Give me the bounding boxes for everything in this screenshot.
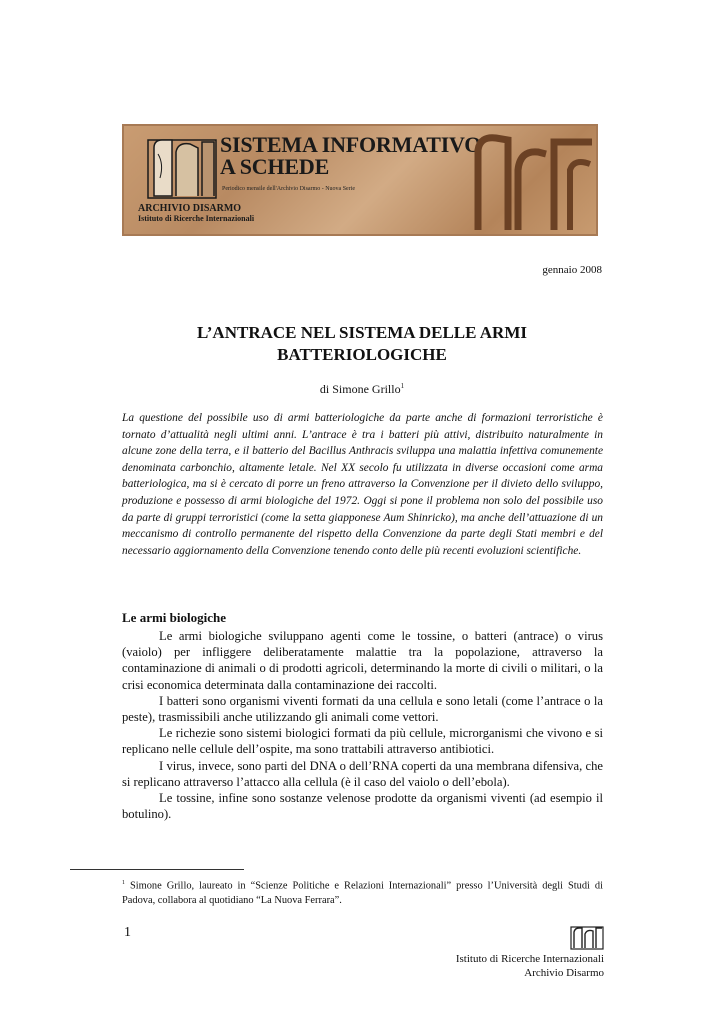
footer-institution [456, 952, 604, 980]
article-title-line2: BATTERIOLOGICHE [277, 345, 447, 364]
archivio-disarmo-logo-icon [146, 134, 218, 200]
author-footnote-ref[interactable]: 1 [400, 382, 405, 390]
page-number: 1 [124, 925, 131, 940]
paragraph: Le armi biologiche sviluppano agenti come le tossine, o batteri (antrace) o virus (vaiolo) per infliggere deliberatamente malattie tra la popolazione, attraverso la contaminazione di animali o di prodotti agricoli, determinando la morte di civili o militari, o la crisi economica determinata dalla contaminazione dei raccolti. [122, 629, 603, 692]
banner-title-line2: A SCHEDE [220, 154, 330, 179]
section-heading: Le armi biologiche [122, 610, 226, 625]
paragraph: I batteri sono organismi viventi formati da una cellula e sono letali (come l’antrace o la peste), trasmissibili anche utilizzando gli animali come vettori. [122, 693, 603, 725]
banner-org [138, 204, 254, 224]
paragraph: Le richezie sono sistemi biologici formati da più cellule, microrganismi che vivono e si replicano nelle cellule dell’ospite, ma sono trattabili attraverso antibiotici. [122, 726, 603, 757]
footnote [122, 876, 603, 908]
banner-org-name: ARCHIVIO DISARMO [138, 203, 242, 214]
footer-line2: Archivio Disarmo [524, 967, 604, 979]
author-name: di Simone Grillo [319, 382, 401, 396]
footnote-separator [70, 869, 244, 870]
abstract: La questione del possibile uso di armi batteriologiche da parte anche di formazioni terroristiche è tornato d’attualità negli ultimi anni. L’antrace è tra i batteri più attivi, distribuito naturalmente in alcune zone della terra, e il batterio del Bacillus Anthracis sviluppa una malattia infettiva comunemente denominata carbonchio, altamente letale. Nel XX secolo fu utilizzata in diverse occasioni come arma batteriologica, ma si è cercato di porre un freno attraverso la Convenzione per il divieto dello sviluppo, produzione e possesso di armi biologiche del 1972. Oggi si pone il problema non solo del possibile uso da parte di gruppi terroristici (come la setta giapponese Aum Shinricko), ma anche dell’attuazione di un meccanismo di controllo permanente del rispetto della Convenzione da parte degli Stati membri e del necessario aggiornamento della Convenzione tenendo conto delle più recenti evoluzioni scientifiche. [122, 412, 603, 557]
paragraph: I virus, invece, sono parti del DNA o dell’RNA coperti da una membrana difensiva, che si replicano attraverso l’attacco alla cellula (è il caso del vaiolo o dell’ebola). [122, 758, 603, 789]
banner-title-line1: SISTEMA INFORMATIVO [220, 132, 482, 157]
footer-line1: Istituto di Ricerche Internazionali [455, 953, 604, 965]
banner-org-sub: Istituto di Ricerche Internazionali [138, 214, 255, 223]
article-title-line1: L’ANTRACE NEL SISTEMA DELLE ARMI [196, 323, 527, 342]
article-title [122, 322, 602, 366]
decorative-glyphs-icon [474, 130, 596, 234]
banner-subtitle: Periodico mensile dell'Archivio Disarmo - Nuova Serie [222, 186, 356, 192]
footnote-text: Simone Grillo, laureato in “Scienze Politiche e Relazioni Internazionali” presso l’Università degli Studi di Padova, collabora al quotidiano “La Nuova Ferrara”. [122, 880, 603, 907]
banner-title [220, 134, 481, 178]
author-line [122, 382, 602, 397]
paragraph: Le tossine, infine sono sostanze velenose prodotte da organismi viventi (ad esempio il botulino). [122, 791, 603, 822]
footnote-marker: 1 [122, 880, 125, 886]
header-banner [122, 124, 598, 236]
footer-logo-icon [570, 924, 604, 950]
body-text [122, 628, 603, 822]
issue-date: gennaio 2008 [542, 264, 602, 276]
